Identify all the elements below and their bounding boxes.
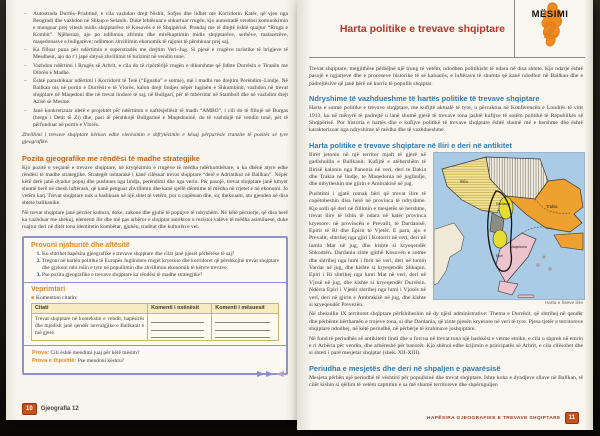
prova-line	[32, 349, 278, 357]
prova-text: Cili është mendimi juaj për këtë mësim?	[50, 350, 140, 357]
questions-list	[31, 251, 279, 279]
quiz-box	[22, 236, 288, 375]
page-number-badge: 11	[565, 412, 579, 424]
list-item: – Vazhdon ndërtimi i Rrugës së Arbrit, e cila do të ripërtërijë rrugën e dikurshme që lidhte Durrësin e Tiranën me Dibrën e Madhe.	[33, 63, 288, 77]
map-label-iliria: Iliria	[460, 178, 468, 184]
question-item: 3. Pse pozita gjeografike e trevave shqiptare ka rëndësi të madhe strategjike?	[42, 272, 279, 279]
road-projects-list	[22, 11, 288, 129]
paragraph: Në shekullin IX territoret shqiptare përfshiheshin në dy njësi administrative: Thema e Durrësit, që shtrihej në qendër dhe përbënte bërthamën e trojeve tona, si dhe Dardania, që zinte pjesën kryesore në veri të tyre. Pjesa tjetër e territoreve shqiptare ndodhej, në këtë periudhë, në përbërje të krahinave joshqiptare.	[309, 311, 583, 333]
paragraph: Pushtimi i gjatë romak bëri që trevat ilire të copëtoheshin disa herë në provinca të ndryshme. Kjo solli që deri në fillimin e mesjetës së hershme, trevat ilire të ishin të ndara në katër provinca kryesore: në provincën e Prevalit, të Dardanisë, Epirit të Ri dhe Epirit të Vjetër. E para, ajo e Prevalit, shtrihej nga gjiri i Kotorrit në veri, deri në lumin Mat në jug, dhe kishte si kryeqendër Shkodrën. Dardania zinte gjithë Kosovën e sotme dhe shtrihej nga lumi i Ibrit në veri, deri në lumin Vardar në jug, dhe kishte si kryeqendër Shkupin. Epiri i Ri shtrihej nga lumi Mat në veri, deri në Vjosë në jug, dhe kishte si kryeqendër Durrësin. Ndërsa Epiri i Vjetër shtrihej nga lumi i Vjosës në veri, deri në gjirin e Ambrakisë në jug, dhe kishte si kryeqendër Prevezën.	[309, 190, 426, 308]
comment-table	[31, 303, 279, 342]
arrow-left-icon	[276, 371, 284, 377]
map-label-epiri: Epiri	[496, 253, 503, 258]
table-header-row	[32, 303, 279, 313]
transit-note: Zhvillimi i trevave shqiptare kërkon edhe vlerësimin e shfrytëzimin e kësaj përparësie tranzite të pozitës së tyre gjeografike.	[22, 131, 288, 145]
paragraph: Mesjeta përbën një periudhë të vështirë për popullsinë dhe trevat shqiptare. Ishte koha e dyndjeve sllave në Ballkan, të cilët kishin si qëllim të vetëm zaptimin e sa më shumë territoreve dhe shpërnguljen	[309, 374, 583, 389]
square-bullet-icon: ■	[31, 295, 35, 301]
list-item: – Është parashikuar ndërtimi i Korridorit të Tetë (“Egnatia” e sotme), më i madhi me drejtim Perëndim–Lindje. Në Ballkan nis në portin e Durrësit e të Vlorës, kalon drejt lindjes nëpër luginën e Shkumbinit, vazhdon në trevat shqiptare në Maqedoni dhe në trevat lindore të saj, në Bullgari, për të mbërritur në Stamboll dhe në vazhdim drejt Azisë së Mesme.	[33, 78, 288, 106]
lesson-number: 2	[543, 17, 557, 43]
paragraph: Ilirët jetonin në një territor mjaft të gjerë në gadishullin e Ballkanit. Kufijtë e atëhershëm të Ilirisë kalonin nga Panonia në veri, deri te Dakia dhe Trakia në lindje, te Maqedonia në juglindje, dhe mbylleshin me gjirin e Ambrakisë në jug.	[309, 151, 426, 188]
column-header-student: Komenti i nxënësit	[148, 303, 212, 313]
list-item: – Janë konkretizuar idetë e projektet për ndërtimin e naftësjellësit të madh “AMBO”, i cili do të fillojë në Burgas (bregu i Detit të Zi) dhe, pasi të përshkojë Bullgarinë e Maqedoninë, do të vazhdojë në vendin tonë, për të përfunduar në portin e Vlorës.	[33, 108, 288, 129]
write-line	[215, 331, 270, 339]
prova-text: Pse mendoni kështu?	[77, 358, 125, 365]
lesson-badge	[514, 0, 585, 57]
prova-label: Prova:	[32, 350, 50, 357]
prova-strip	[24, 345, 286, 373]
lesson-header	[309, 0, 585, 58]
section-heading-ndryshime: Ndryshime të vazhdueshme të hartës politike të trevave shqiptare	[309, 94, 540, 104]
balkan-map-image	[433, 152, 585, 300]
table-row	[32, 313, 279, 341]
column-header-teacher: Komenti i mësuesit	[212, 303, 279, 313]
arrow-icons	[256, 371, 284, 377]
write-line	[151, 323, 204, 331]
activity-instruction-label: Komentoni citatin:	[36, 294, 78, 301]
map-label-dardania: Dardania	[496, 201, 510, 206]
paragraph: Në fund të periudhës së antikitetit lindi dhe u forcua në trevat tona një bashkësi e vetme etnike, e cila u shpreh në emrin e ri Arbëria për vendin, dhe arbëreshë për banorët. Kjo shënoi edhe krijimin e principatës së Arbrit, e cila cilësohet dhe si shteti i parë mesjetar shqiptar (shek. XII-XIII).	[309, 335, 583, 357]
left-footer	[22, 403, 79, 415]
question-item: 2. Tregoni në hartën politike të Europës Juglindore rrugët kryesore dhe korridoret që përshkojnë trevat shqiptare dhe gjykoni mbi rolin e tyre në popullimin dhe zhvillimin ekonomik të këtyre trevave.	[42, 258, 279, 272]
section-heading-iliri: Harta politike e trevave shqiptare në Iliri e deri në antikitet	[309, 140, 512, 150]
quote-cell: Trevat shqiptare në kontekstin e vendit, hapësirës dhe mjedisit janë qendër nevralgjike e Ballkanit e më gjerë.	[32, 313, 148, 341]
paragraph: Harta e sotme politike e trevave shqiptare, me kufijtë aktualë të tyre, u përcaktua në Konferencën e Londrës të vitit 1913, ku në mënyrë të padrejtë u lanë shumë pjesë të trevave tona jashtë kufijve të sotëm politikë të Republikës së Shqipërisë. Por historia e hartës dhe e kufijve politikë të trevave shqiptare është shumë më e hershme dhe është karakterizuar nga ndryshime të mëdha dhe të vazhdueshme.	[309, 105, 583, 134]
book-title: Gjeografia 12	[40, 406, 79, 412]
divider	[24, 282, 286, 283]
activity-heading: Veprimtari	[31, 285, 66, 293]
column-header-citati: Citati	[32, 303, 148, 313]
lesson-title: Harta politike e trevave shqiptare	[339, 22, 505, 35]
list-item: – Autostrada Durrës–Prishtinë, e cila vazhdon drejt Nishit, Sofjes dhe lidhet me Korridorin Katër, që vjen nga Beogradi dhe vazhdon në Shkup e Selanik. Duke lehtësuar e shkurtuar rrugën, kjo autostradë vendosi komunikimin e munguar prej vitesh midis shqiptarëve të Kosovës e të Shqipërisë. Prandaj me të drejtë është quajtur “Rruga e Kombit”. Njëherazi, ajo po ndihmon afrimin dhe mirëkuptimin midis shqiptarëve, serbëve, malazezëve, maqedonasve e bullgarëve; ndihmon zhvillimin ekonomik të rajonit të përshkuar prej saj.	[33, 11, 288, 46]
write-line	[151, 316, 204, 324]
prova-label: Prova e thjeshtë:	[32, 358, 77, 365]
list-item: – Ka filluar puna për ndërtimin e superstradës me drejtim Veri–Jug. Si pjesë e rrugëve turistike të brigjeve të Mesdheut, ajo do t’i japë shtysë zhvillimit të turizmit në vendin tonë.	[33, 47, 288, 61]
write-line	[151, 331, 204, 339]
page-number-badge: 10	[22, 403, 37, 415]
illyrian-tribes-map	[433, 152, 583, 306]
write-line	[215, 323, 270, 331]
arrow-right-icon	[266, 371, 274, 377]
section-heading-mesjeta: Periudha e mesjetës dhe deri në shpaljen e pavarësisë	[309, 363, 501, 373]
map-label-maqedonia: Maqedonia	[510, 244, 527, 249]
section-heading-strategic: Pozita gjeografike me rëndësi të madhe strategjike	[22, 153, 200, 163]
chapter-title: HAPËSIRA GJEOGRAFIKE E TREVAVE SHQIPTARE	[427, 415, 561, 421]
map-caption: Harta e fiseve ilire	[544, 300, 583, 306]
intro-paragraph: Trevat shqiptare, megjithëse përbëjnë një trung të vetëm, ndodhen politikisht të ndara në disa shtete. Kjo ndarje është pasojë e ngjarjeve dhe e proceseve historike të së kaluarës, e luftërave të shumta që kanë ndodhur në Ballkan dhe e padrejtësive që janë bërë në kurriz të popullit shqiptar.	[309, 66, 583, 87]
write-line	[215, 316, 270, 324]
paragraph: Kjo pozitë e veçantë e trevave shqiptare, në kryqëzimin e rrugëve të mëdha ndërkombëtare, u ka dhënë atyre edhe rëndësi të madhe strategjike. Strategët ushtarakë i kanë cilësuar trevat shqiptare “derë e Adriatikut në Ballkan”. Nëpër këtë derë janë dyndur popuj dhe pushtues nga lindja, perëndimi dhe nga veriu. Për pasojë, trevat shqiptare janë kthyer shumë herë në shesh luftërash, që kanë penguar zhvillimin dhe kanë sjellë dëmtime të mëdha në rrjetet e në ekonomi. Jo vetëm kaq. Trevat shqiptare nuk u bashkuan në një shtet të vetëm, por u copëtuan dhe, siç theksuam, ato gjenden në disa shtete ballkanike.	[22, 165, 288, 207]
paragraph: Në trevat shqiptare janë përzier kultura, doke, zakone dhe gjuhë të popujve të ndryshëm. Në këtë përzierje, që disa herë ka vazhduar me shekuj, elementi ilir dhe më pas arbëror e shqiptar autokton u rezistoi valëve të mëdha asimiluese, duke ruajtur deri në ditët tona identitetin kombëtar, gjuhën, traditat dhe kulturën e vet.	[22, 209, 288, 230]
prova-line	[32, 357, 278, 365]
question-item: 1. Ku shtrihet hapësira gjeografike e trevave shqiptare dhe cilat janë pjesët përbërëse të saj?	[42, 251, 279, 258]
teacher-comment-cell	[212, 313, 279, 341]
quiz-box-heading: Provoni njohuritë dhe aftësitë	[31, 241, 130, 249]
arrow-right-icon	[257, 371, 265, 377]
map-label-trakia: Trakia	[546, 203, 558, 209]
lesson-label: MËSIMI	[531, 9, 569, 20]
activity-instruction	[31, 295, 279, 301]
right-footer	[427, 412, 579, 424]
right-page	[297, 0, 593, 430]
student-comment-cell	[148, 313, 212, 341]
left-page	[6, 0, 297, 420]
